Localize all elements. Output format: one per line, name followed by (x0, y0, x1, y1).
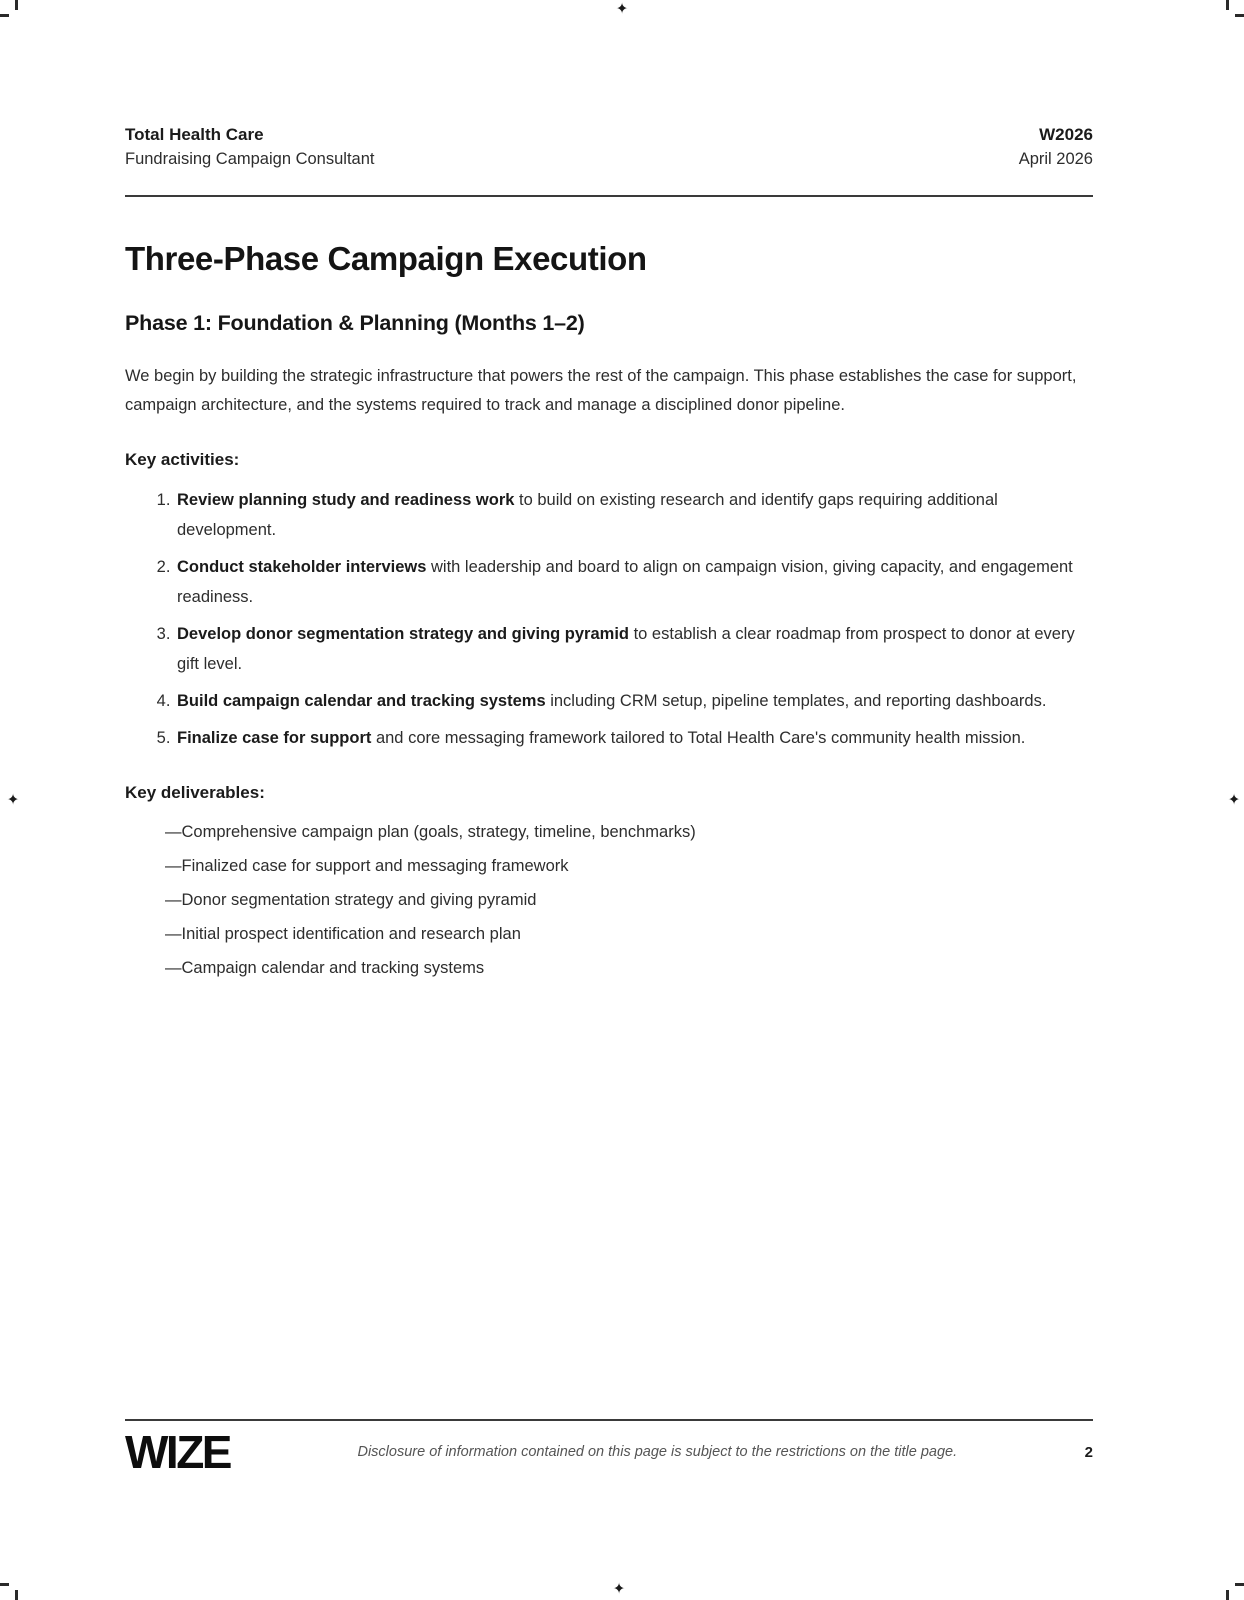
content-column (125, 122, 1093, 988)
list-item-lead: Review planning study and readiness work (177, 491, 515, 509)
list-item (165, 818, 1093, 847)
list-item-text: Comprehensive campaign plan (goals, strategy, timeline, benchmarks) (181, 823, 696, 841)
list-item-text: to build on existing research and identify gaps requiring additional development. (177, 491, 998, 539)
list-item (165, 920, 1093, 949)
key-activities-label: Key activities: (125, 450, 240, 469)
header-right (1019, 122, 1093, 172)
crop-mark-bottom-left-vertical (15, 1590, 18, 1600)
disclosure-text: Disclosure of information contained on this page is subject to the restrictions on the title page. (357, 1444, 958, 1460)
dash-bullet: — (165, 891, 182, 909)
crop-mark-bottom-left-horizontal (0, 1583, 9, 1586)
dash-bullet: — (165, 925, 182, 943)
page-number: 2 (1084, 1443, 1093, 1461)
list-item-text: to establish a clear roadmap from prospect to donor at every gift level. (177, 625, 1075, 673)
list-item-text: Donor segmentation strategy and giving pyramid (181, 891, 537, 909)
header-subtitle: Fundraising Campaign Consultant (125, 150, 375, 168)
header-left (125, 122, 374, 172)
list-item (175, 686, 1093, 716)
header-divider (125, 195, 1093, 197)
registration-star-icon: ✦ (615, 0, 629, 18)
page-title: Three-Phase Campaign Execution (125, 240, 647, 277)
intro-paragraph: We begin by building the strategic infrastructure that powers the rest of the campaign. This phase establishes the case for support, campaign architecture, and the systems required to track and manage a disciplined donor pipeline. (125, 367, 1077, 414)
header-doc-code: W2026 (1039, 125, 1093, 144)
key-activities-list (125, 485, 1093, 753)
crop-mark-top-left-horizontal (0, 14, 9, 17)
list-item-lead: Develop donor segmentation strategy and giving pyramid (177, 625, 629, 643)
crop-mark-top-left-vertical (15, 0, 18, 10)
list-item-text: and core messaging framework tailored to Total Health Care's community health mission. (371, 729, 1026, 747)
dash-bullet: — (165, 823, 182, 841)
header-date: April 2026 (1018, 150, 1093, 168)
registration-star-icon: ✦ (6, 791, 20, 809)
key-deliverables-list (125, 818, 1093, 983)
crop-mark-top-right-horizontal (1235, 14, 1244, 17)
crop-mark-bottom-right-vertical (1226, 1590, 1229, 1600)
list-item-text: Campaign calendar and tracking systems (181, 959, 485, 977)
list-item-text: Initial prospect identification and research plan (181, 925, 521, 943)
document-header (125, 122, 1093, 172)
list-item (165, 886, 1093, 915)
header-org-name: Total Health Care (125, 125, 264, 144)
registration-star-icon: ✦ (612, 1580, 626, 1598)
wize-logo: WIZE (125, 1426, 230, 1478)
list-item (175, 485, 1093, 545)
registration-star-icon: ✦ (1227, 791, 1241, 809)
list-item (175, 723, 1093, 753)
dash-bullet: — (165, 857, 182, 875)
list-item-lead: Conduct stakeholder interviews (177, 558, 427, 576)
key-deliverables-label: Key deliverables: (125, 783, 265, 802)
section-heading-phase1: Phase 1: Foundation & Planning (Months 1–2) (125, 311, 585, 335)
crop-mark-bottom-right-horizontal (1235, 1583, 1244, 1586)
document-footer (125, 1419, 1093, 1478)
list-item (175, 619, 1093, 679)
list-item-text: including CRM setup, pipeline templates, and reporting dashboards. (545, 692, 1047, 710)
dash-bullet: — (165, 959, 182, 977)
list-item-text: Finalized case for support and messaging framework (181, 857, 569, 875)
list-item-lead: Finalize case for support (177, 729, 372, 747)
crop-mark-top-right-vertical (1226, 0, 1229, 10)
list-item-lead: Build campaign calendar and tracking systems (177, 692, 546, 710)
list-item (165, 954, 1093, 983)
list-item (175, 552, 1093, 612)
list-item (165, 852, 1093, 881)
list-item-text: with leadership and board to align on campaign vision, giving capacity, and engagement readiness. (177, 558, 1073, 606)
